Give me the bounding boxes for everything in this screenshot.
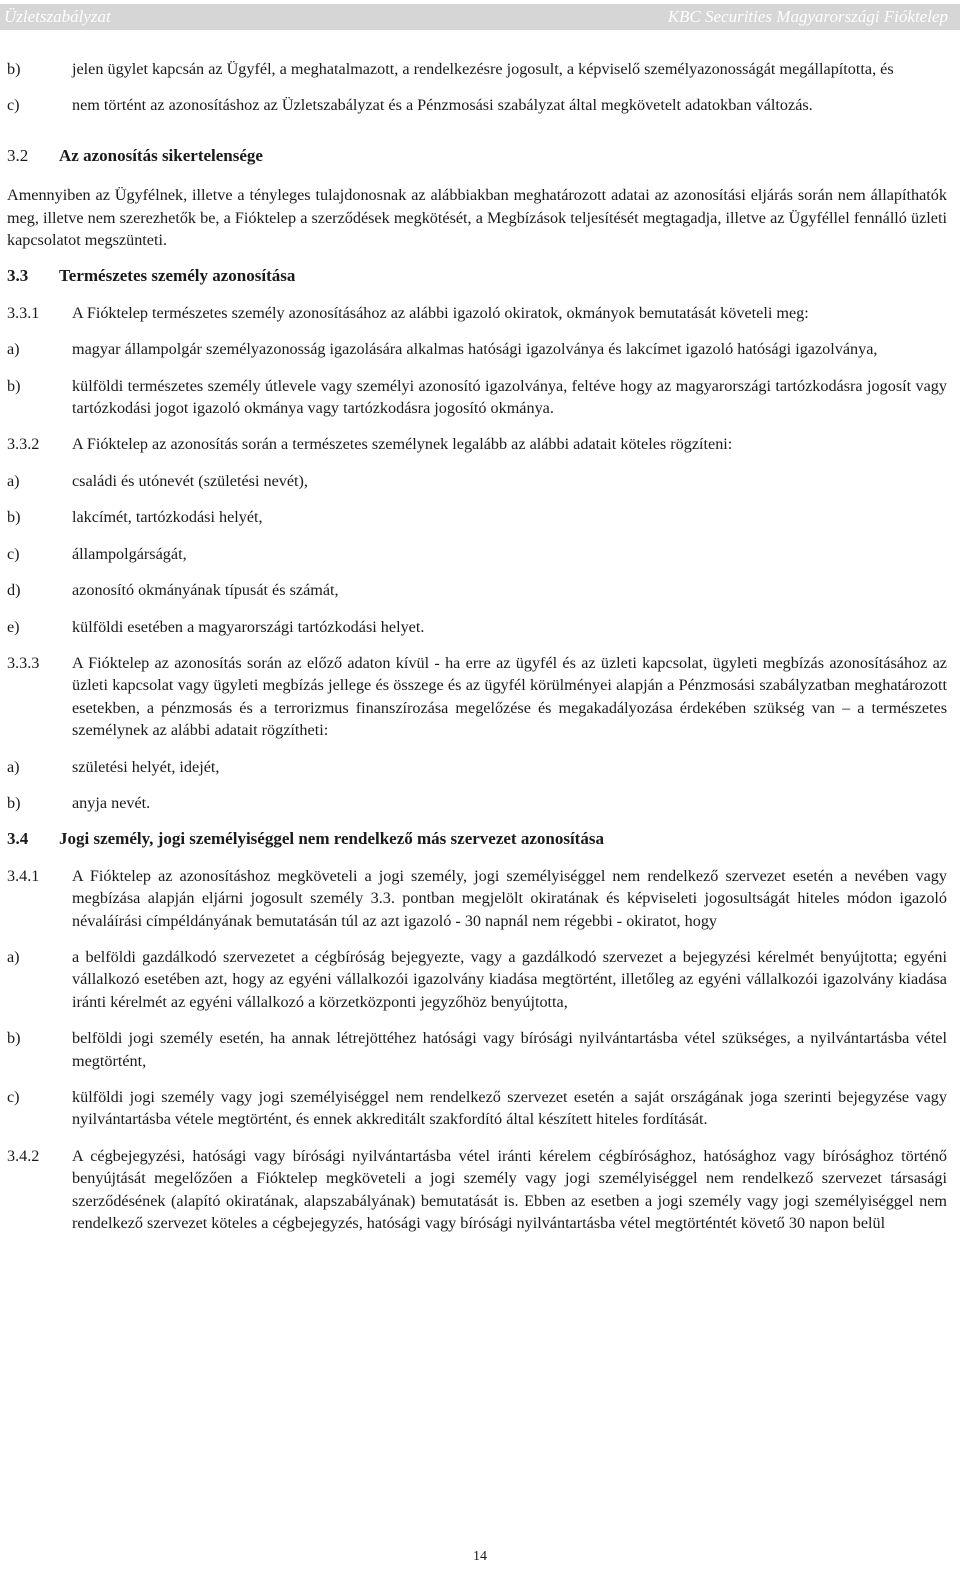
list-item xyxy=(7,1086,947,1131)
numbered-paragraph xyxy=(7,302,947,324)
list-item-label: a) xyxy=(7,471,20,490)
list-item-label: b) xyxy=(7,508,21,527)
document-body xyxy=(7,58,947,1234)
list-item-label: d) xyxy=(7,581,21,600)
paragraph-number: 3.3.3 xyxy=(7,653,40,672)
section-heading xyxy=(7,265,947,287)
list-item-label: b) xyxy=(7,60,21,78)
section-number: 3.2 xyxy=(7,145,29,165)
list-item-label: c) xyxy=(7,1088,20,1106)
list-item-label: a) xyxy=(7,947,20,966)
section-title: Jogi személy, jogi személyiséggel nem rendelkező más szervezet azonosítása xyxy=(59,829,604,849)
header-right-title: KBC Securities Magyarországi Fióktelep xyxy=(667,7,948,26)
paragraph-number: 3.4.1 xyxy=(7,866,40,885)
list-item xyxy=(7,946,947,1013)
list-item-text: a belföldi gazdálkodó szervezetet a cégbíróság bejegyezte, vagy a gazdálkodó szervezet a bejegyzési kérelmét benyújtotta; egyéni vállalkozó esetében azt, hogy az egyéni vállalkozói igazolvány kiadása megtörtént, illetőleg az egyéni vállalkozói igazolvány kiadása iránti kérelmét az egyéni vállalkozó a körzetközponti jegyzőhöz benyújtotta, xyxy=(72,947,947,1011)
section-paragraph: Amennyiben az Ügyfélnek, illetve a tényleges tulajdonosnak az alábbiakban meghatározott adatai az azonosítási eljárás során nem állapíthatók meg, illetve nem szerezhetők be, a Fióktelep a szerződések megkötését, a Megbízások teljesítését megtagadja, illetve az Ügyféllel fennálló üzleti kapcsolatot megszünteti. xyxy=(7,186,947,250)
header-left-title: Üzletszabályzat xyxy=(4,7,111,26)
list-item-text: családi és utónevét (születési nevét), xyxy=(72,471,308,490)
list-item-text: azonosító okmányának típusát és számát, xyxy=(72,581,339,600)
list-item-text: belföldi jogi személy esetén, ha annak létrejöttéhez hatósági vagy bírósági nyilvántartásba vétel szükséges, a nyilvántartásba vétel megtörtént, xyxy=(72,1029,947,1070)
section-title: Az azonosítás sikertelensége xyxy=(59,145,263,165)
section-heading xyxy=(7,828,947,850)
list-item xyxy=(7,543,947,565)
paragraph-number: 3.3.1 xyxy=(7,303,40,322)
section-heading xyxy=(7,145,947,167)
paragraph-text: A Fióktelep az azonosításhoz megköveteli a jogi személy, jogi személyiséggel nem rendelkező szervezet esetén a nevében vagy megbízása alapján eljárni jogosult személy 3.3. pontban megjelölt okiratának és képviseleti jogosultságát hiteles módon igazoló névaláírási címpéldányának bemutatásán túl az azt igazoló - 30 napnál nem régebbi - okiratot, hogy xyxy=(72,866,947,930)
page-number: 14 xyxy=(473,1549,487,1564)
list-item-label: b) xyxy=(7,1029,21,1048)
list-item xyxy=(7,94,947,116)
list-item-label: e) xyxy=(7,617,20,636)
section-title: Természetes személy azonosítása xyxy=(59,266,296,286)
list-item xyxy=(7,58,947,80)
list-item xyxy=(7,579,947,601)
list-item xyxy=(7,616,947,638)
list-item-label: c) xyxy=(7,96,20,115)
paragraph-text: A Fióktelep természetes személy azonosításához az alábbi igazoló okiratok, okmányok bemutatását követeli meg: xyxy=(72,303,809,322)
list-item-label: b) xyxy=(7,793,21,812)
paragraph-text: A Fióktelep az azonosítás során a természetes személynek legalább az alábbi adatait köteles rögzíteni: xyxy=(72,435,733,454)
numbered-paragraph xyxy=(7,433,947,455)
list-item xyxy=(7,506,947,528)
list-item-label: c) xyxy=(7,544,20,563)
list-item-text: nem történt az azonosításhoz az Üzletszabályzat és a Pénzmosási szabályzat által megkövetelt adatokban változás. xyxy=(72,96,813,115)
list-item xyxy=(7,375,947,420)
list-item xyxy=(7,338,947,360)
page-header xyxy=(0,4,960,30)
list-item xyxy=(7,756,947,778)
list-item-label: a) xyxy=(7,340,20,359)
list-item-label: b) xyxy=(7,376,21,395)
list-item-label: a) xyxy=(7,757,20,776)
list-item-text: anyja nevét. xyxy=(72,793,151,812)
paragraph-number: 3.4.2 xyxy=(7,1146,40,1165)
list-item xyxy=(7,1027,947,1072)
section-number: 3.3 xyxy=(7,266,29,286)
list-item-text: magyar állampolgár személyazonosság igazolására alkalmas hatósági igazolványa és lakcímet igazoló hatósági igazolványa, xyxy=(72,340,878,359)
list-item-text: külföldi természetes személy útlevele vagy személyi azonosító igazolványa, feltéve hogy az magyarországi tartózkodásra jogosít vagy tartózkodási jogot igazoló okmánya vagy tartózkodásra jogosító okmánya. xyxy=(72,376,947,418)
numbered-paragraph xyxy=(7,652,947,742)
list-item-text: állampolgárságát, xyxy=(72,544,187,563)
list-item xyxy=(7,470,947,492)
list-item-text: lakcímét, tartózkodási helyét, xyxy=(72,508,263,527)
list-item-text: születési helyét, idejét, xyxy=(72,757,220,776)
list-item-text: külföldi jogi személy vagy jogi személyiséggel nem rendelkező szervezet esetén a saját országának joga szerinti bejegyzése vagy nyilvántartásba vétele megtörtént, és ennek akkreditált szakfordító által készített hiteles fordítását. xyxy=(72,1088,947,1129)
paragraph-text: A cégbejegyzési, hatósági vagy bírósági nyilvántartásba vétel iránti kérelem cégbírósághoz, hatósághoz vagy bírósághoz történő benyújtását megelőzően a Fióktelep megköveteli a jogi személy vagy jogi személyiséggel nem rendelkező szervezet társasági szerződésének (alapító okiratának, alapszabályának) bemutatását is. Ebben az esetben a jogi személy vagy jogi személyiséggel nem rendelkező szervezet köteles a cégbejegyzés, hatósági vagy bírósági nyilvántartásba vétel megtörténtét követő 30 napon belül xyxy=(72,1146,947,1233)
paragraph-text: A Fióktelep az azonosítás során az előző adaton kívül - ha erre az ügyfél és az üzleti kapcsolat, ügyleti megbízás azonosításához az üzleti kapcsolat vagy ügyleti megbízás jellege és összege és az ügyfél körülményei alapján a Pénzmosási szabályzatban meghatározott esetekben, a pénzmosás és a terrorizmus finanszírozása megelőzése és megakadályozása érdekében szükség van – a természetes személynek az alábbi adatait rögzítheti: xyxy=(72,653,947,740)
paragraph-number: 3.3.2 xyxy=(7,435,40,454)
list-item-text: külföldi esetében a magyarországi tartózkodási helyet. xyxy=(72,617,425,636)
list-item xyxy=(7,792,947,814)
list-item-text: jelen ügylet kapcsán az Ügyfél, a meghatalmazott, a rendelkezésre jogosult, a képviselő személyazonosságát megállapította, és xyxy=(72,60,894,78)
section-number: 3.4 xyxy=(7,829,29,849)
numbered-paragraph xyxy=(7,1145,947,1235)
numbered-paragraph xyxy=(7,865,947,932)
